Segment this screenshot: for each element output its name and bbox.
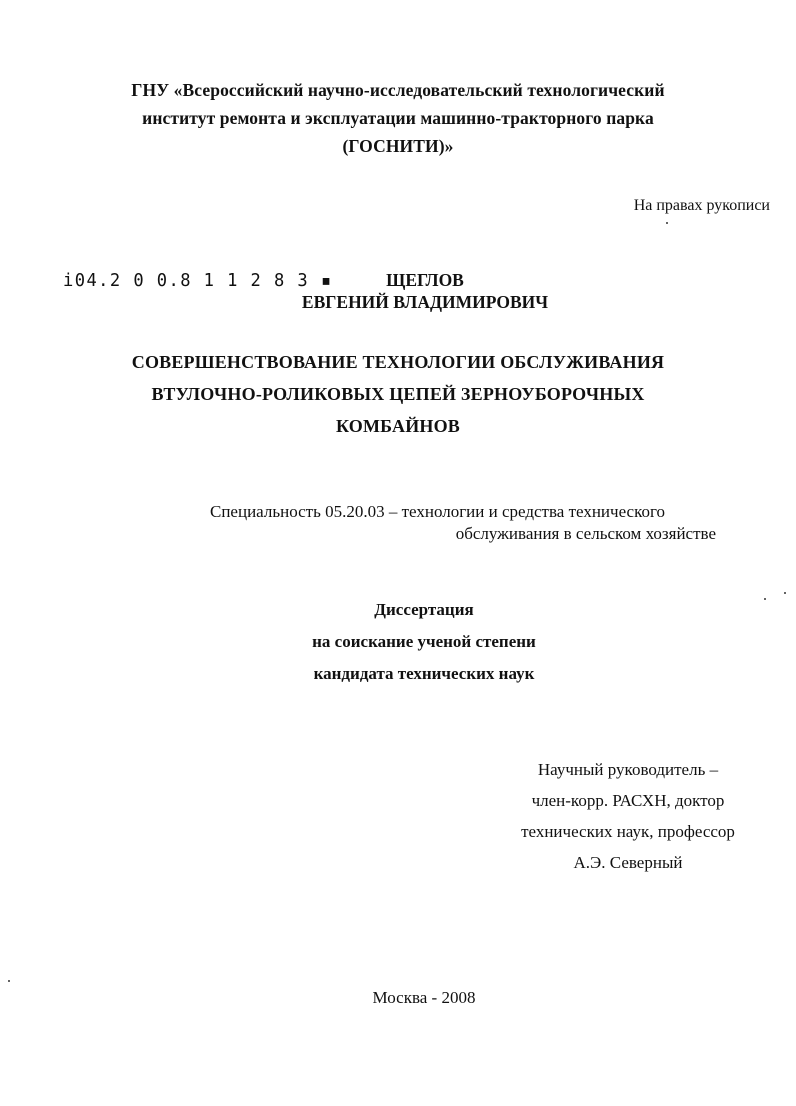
registration-code-stamp: i04.2 0 0.8 1 1 2 8 3 ▪ [63, 270, 333, 291]
author-given-names: ЕВГЕНИЙ ВЛАДИМИРОВИЧ [301, 292, 549, 312]
organization-line-1: ГНУ «Всероссийский научно-исследовательский технологический [131, 80, 665, 100]
scan-speck [784, 592, 786, 594]
supervisor-name: А.Э. Северный [573, 853, 683, 872]
specialty-line-2: обслуживания в сельском хозяйстве [455, 524, 716, 543]
supervisor-line-2: член-корр. РАСХН, доктор [531, 791, 725, 810]
scan-speck [666, 222, 668, 224]
thesis-title-line-3: КОМБАЙНОВ [335, 416, 461, 436]
dissertation-degree-line-2: кандидата технических наук [313, 664, 535, 683]
scan-speck [764, 598, 766, 600]
organization-line-2: институт ремонта и эксплуатации машинно-тракторного парка [142, 108, 654, 128]
dissertation-label: Диссертация [374, 600, 474, 619]
dissertation-degree-line-1: на соискание ученой степени [312, 632, 536, 651]
scan-speck [8, 980, 10, 982]
thesis-title-line-1: СОВЕРШЕНСТВОВАНИЕ ТЕХНОЛОГИИ ОБСЛУЖИВАНИЯ [131, 352, 665, 372]
author-surname: ЩЕГЛОВ [386, 270, 464, 290]
organization-line-3: (ГОСНИТИ)» [342, 136, 454, 156]
specialty-line-1: Специальность 05.20.03 – технологии и средства технического [210, 502, 666, 521]
thesis-title-line-2: ВТУЛОЧНО-РОЛИКОВЫХ ЦЕПЕЙ ЗЕРНОУБОРОЧНЫХ [151, 384, 645, 404]
supervisor-line-3: технических наук, профессор [521, 822, 735, 841]
supervisor-line-1: Научный руководитель – [537, 760, 719, 779]
place-and-year: Москва - 2008 [372, 988, 476, 1007]
manuscript-note: На правах рукописи [633, 197, 770, 214]
